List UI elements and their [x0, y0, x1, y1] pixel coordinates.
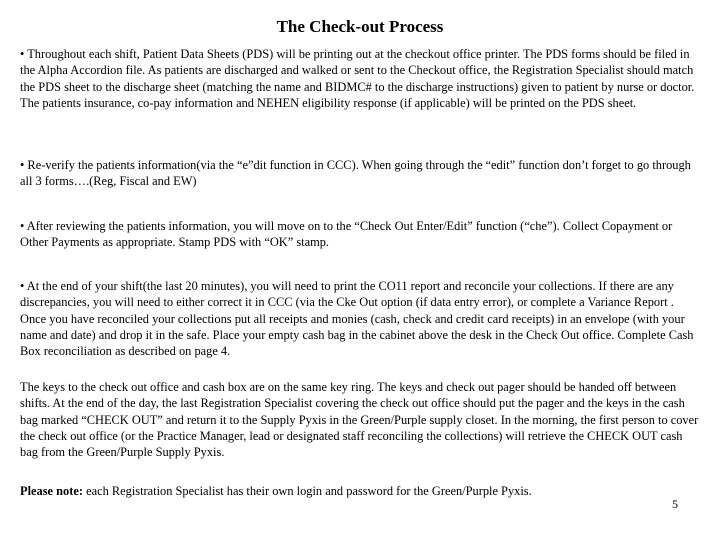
paragraph-check-out-function: • After reviewing the patients information, you will move on to the “Check Out Enter/Edit” function (“che”). Collect Copayment or Other Payments as appropriate. Stamp PDS with “OK” stamp.	[20, 219, 673, 250]
paragraph-reverify: • Re-verify the patients information(via the “e”dit function in CCC). When going through the “edit” function don’t forget to go through all 3 forms….(Reg, Fiscal and EW)	[20, 158, 691, 189]
paragraph-pds-sheets: • Throughout each shift, Patient Data Sheets (PDS) will be printing out at the checkout office printer. The PDS forms should be filed in the Alpha Accordion file. As patients are discharged and walked or sent to the Checkout office, the Registration Specialist should match the PDS sheet to the discharge sheet (matching the name and BIDMC# to the discharge instructions) given to patient by nurse or doctor. The patients insurance, co-pay information and NEHEN eligibility response (if applicable) will be printed on the PDS sheet.	[20, 47, 695, 110]
paragraph-end-of-shift: • At the end of your shift(the last 20 minutes), you will need to print the CO11 report and reconcile your collections. If there are any discrepancies, you will need to either correct it in CCC (via the Cke Out option (if data entry error), or complete a Variance Report . Once you have reconciled your collections put all receipts and monies (cash, check and credit card receipts) in an envelope (with your name and date) and drop it in the safe. Place your empty cash bag in the cabinet above the desk in the Check Out office. Complete Cash Box reconciliation as described on page 4.	[20, 279, 694, 359]
paragraph-note	[20, 483, 700, 499]
note-text: each Registration Specialist has their own login and password for the Green/Purple Pyxis.	[82, 484, 532, 498]
paragraph-keys: The keys to the check out office and cash box are on the same key ring. The keys and check out pager should be handed off between shifts. At the end of the day, the last Registration Specialist covering the check out office should put the pager and the keys in the cash bag marked “CHECK OUT” and return it to the Supply Pyxis in the Green/Purple supply closet. In the morning, the first person to cover the check out office (or the Practice Manager, lead or designated staff reconciling the collections) will retrieve the CHECK OUT cash bag from the Green/Purple Supply Pyxis.	[20, 380, 699, 460]
page-number: 5	[672, 497, 678, 511]
note-label: Please note:	[20, 484, 83, 498]
page-title: The Check-out Process	[276, 17, 444, 36]
